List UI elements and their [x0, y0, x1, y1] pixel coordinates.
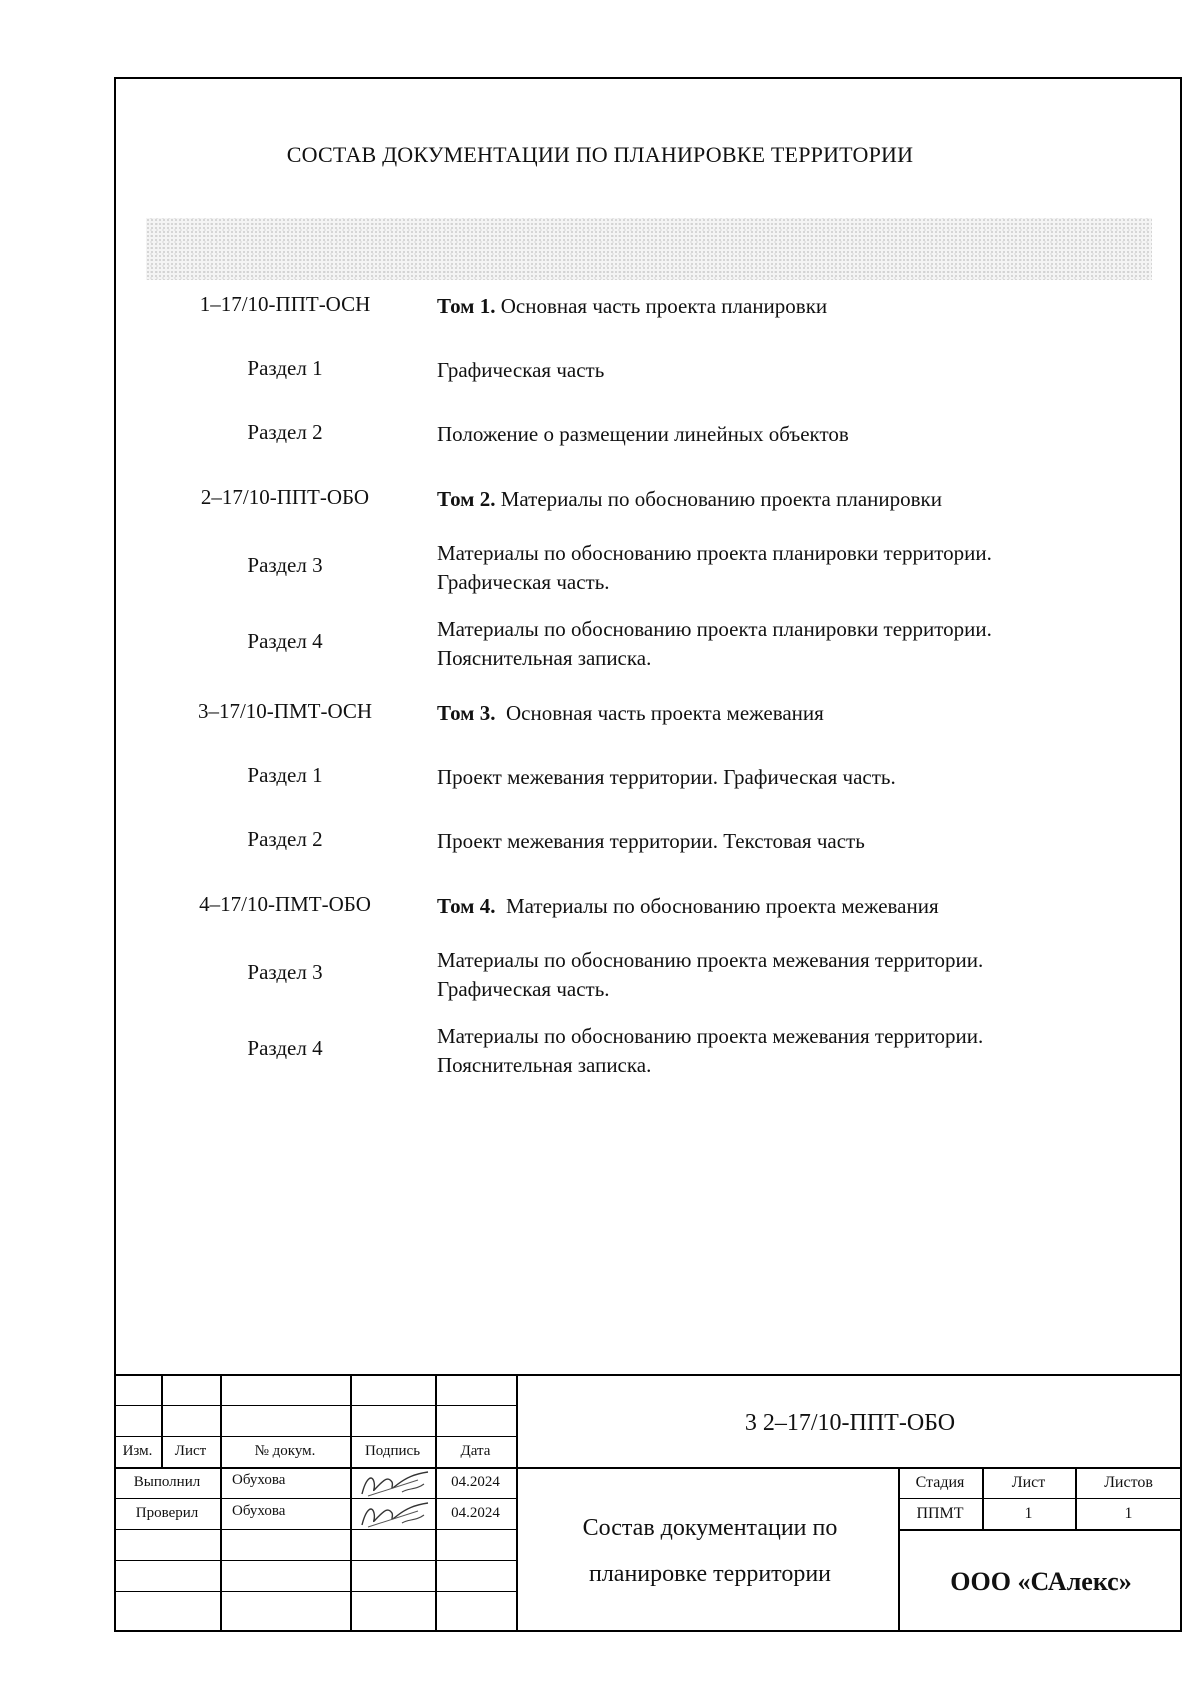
divider: [114, 1529, 517, 1530]
divider: [114, 1560, 517, 1561]
divider: [898, 1529, 1182, 1531]
header-izm: Изм.: [122, 1443, 153, 1459]
handwritten-signature: [358, 1499, 438, 1533]
header-signature: Подпись: [364, 1443, 421, 1459]
item-code: Раздел 3: [247, 553, 323, 577]
sign-date: 04.2024: [451, 1505, 500, 1521]
item-code: 2–17/10-ППТ-ОБО: [200, 485, 370, 509]
stage-label: Стадия: [915, 1474, 965, 1491]
divider: [114, 1436, 517, 1437]
item-code: Раздел 2: [247, 420, 323, 444]
item-code: 3–17/10-ПМТ-ОСН: [197, 699, 373, 723]
item-code: 1–17/10-ППТ-ОСН: [199, 292, 371, 316]
document-title: СОСТАВ ДОКУМЕНТАЦИИ ПО ПЛАНИРОВКЕ ТЕРРИТОРИИ: [286, 142, 914, 167]
header-date: Дата: [460, 1443, 491, 1459]
header-doc-no: № докум.: [254, 1443, 316, 1459]
divider: [114, 1405, 517, 1406]
item-description: Том 2. Материалы по обоснованию проекта планировки: [437, 487, 942, 511]
item-description: Проект межевания территории. Текстовая часть: [437, 829, 865, 853]
item-code: 4–17/10-ПМТ-ОБО: [199, 892, 371, 916]
item-description: Материалы по обоснованию проекта планировки территории. Графическая часть.: [437, 541, 992, 594]
item-description: Графическая часть: [437, 358, 605, 382]
divider: [220, 1374, 222, 1632]
handwritten-signature: [358, 1468, 438, 1502]
item-code: Раздел 2: [247, 827, 323, 851]
person-name: Обухова: [232, 1503, 286, 1519]
item-code: Раздел 4: [247, 629, 323, 653]
role-label: Проверил: [135, 1505, 199, 1521]
header-list: Лист: [174, 1443, 207, 1459]
role-label: Выполнил: [133, 1474, 201, 1490]
document-code: 3 2–17/10-ППТ-ОБО: [744, 1410, 956, 1436]
item-description: Материалы по обоснованию проекта межевания территории. Графическая часть.: [437, 948, 984, 1001]
item-code: Раздел 1: [247, 763, 323, 787]
divider: [898, 1498, 1182, 1499]
item-code: Раздел 4: [247, 1036, 323, 1060]
divider: [516, 1374, 518, 1632]
stage-value: ППМТ: [916, 1505, 964, 1522]
item-code: Раздел 3: [247, 960, 323, 984]
organization-name: ООО «САлекс»: [950, 1567, 1132, 1596]
item-description: Том 3. Основная часть проекта межевания: [437, 701, 824, 725]
item-description: Материалы по обоснованию проекта межевания территории. Пояснительная записка.: [437, 1024, 984, 1077]
item-description: Положение о размещении линейных объектов: [437, 422, 849, 446]
divider: [114, 1591, 517, 1592]
document-name: Состав документации по планировке территории: [582, 1515, 838, 1587]
item-description: Том 1. Основная часть проекта планировки: [437, 294, 828, 318]
sheets-label: Листов: [1104, 1474, 1153, 1491]
sheets-value: 1: [1124, 1505, 1133, 1522]
scan-artifact-band: [146, 218, 1152, 280]
item-description: Том 4. Материалы по обоснованию проекта межевания: [437, 894, 939, 918]
item-code: Раздел 1: [247, 356, 323, 380]
sign-date: 04.2024: [451, 1474, 500, 1490]
sheet-label: Лист: [1011, 1474, 1046, 1491]
divider: [114, 1467, 1182, 1469]
item-description: Материалы по обоснованию проекта планировки территории. Пояснительная записка.: [437, 617, 992, 670]
item-description: Проект межевания территории. Графическая часть.: [437, 765, 896, 789]
person-name: Обухова: [232, 1472, 286, 1488]
sheet-value: 1: [1024, 1505, 1033, 1522]
divider: [114, 1498, 517, 1499]
divider: [350, 1374, 352, 1632]
